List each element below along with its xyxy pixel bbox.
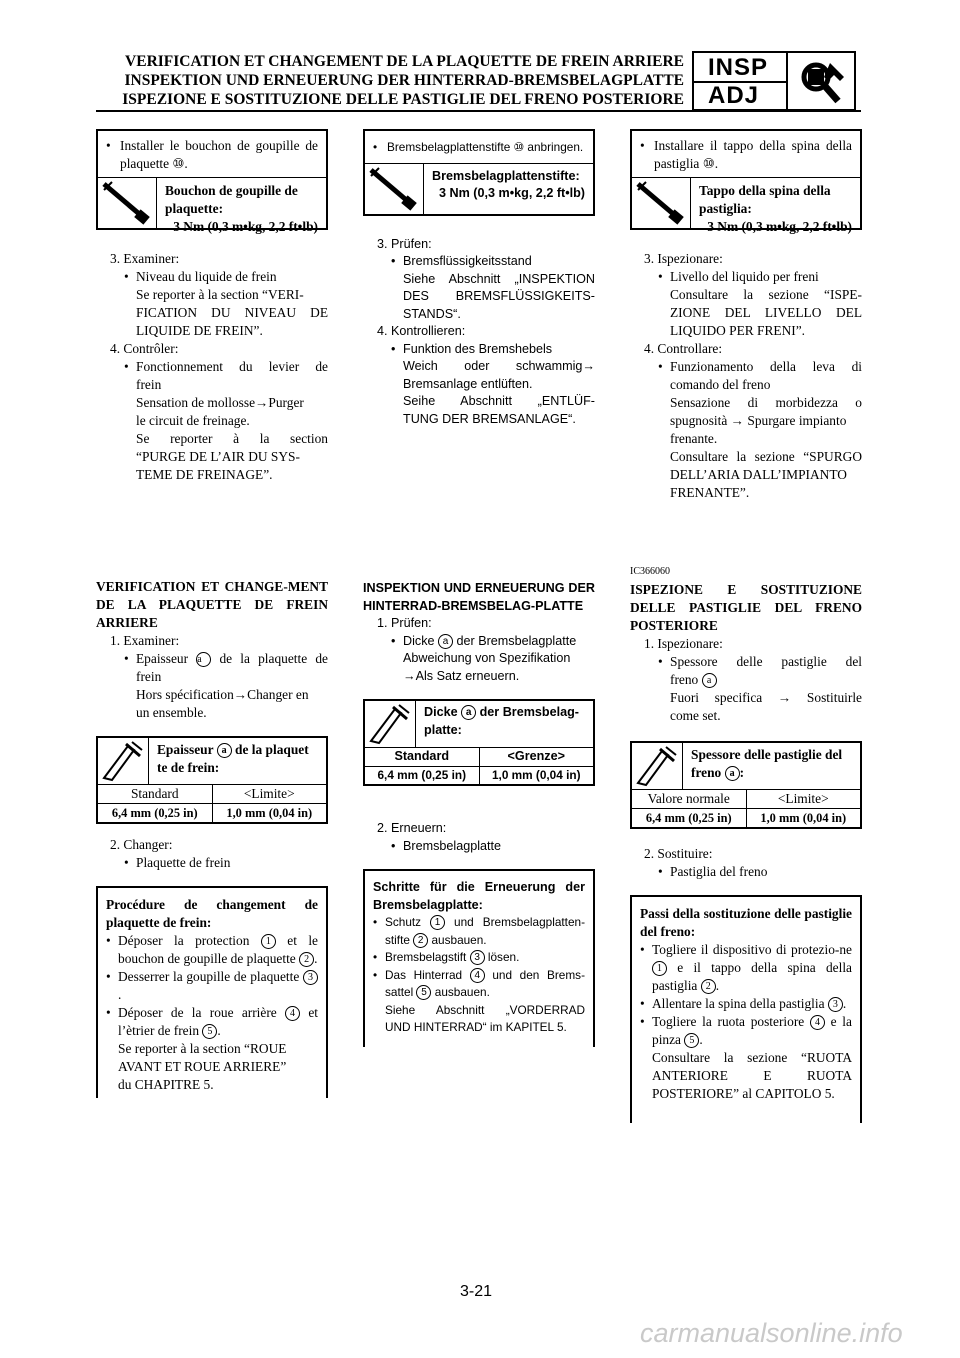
de-step-4-text-1: Weich oder schwammig→: [403, 359, 595, 373]
de-step-3-text-3: STANDS“.: [403, 306, 461, 321]
de-torque-label: Bremsbelagplattenstifte:: [432, 168, 580, 183]
it-p1: 1. Ispezionare:: [644, 636, 723, 651]
fr-step-4-text-2: le circuit de freinage.: [136, 413, 250, 428]
fr-proc-3-text-3: du CHAPITRE 5.: [118, 1077, 214, 1092]
caliper-icon: [365, 701, 416, 747]
de-install-note: • Bremsbelagplattenstifte ⑩ anbringen.: [373, 139, 585, 157]
fr-step-4-bullet-2: frein: [136, 377, 162, 392]
it-spec-label: Spessore delle pastiglie del freno: [691, 747, 843, 780]
it-step-4-text-4: Consultare la sezione “SPURGO: [670, 449, 862, 464]
it-step-4-bullet-1: • Funzionamento della leva di: [630, 358, 862, 376]
it-step-4-text-5: DELL’ARIA DALL’IMPIANTO: [670, 467, 847, 482]
it-proc-1-mid: e il tappo della spina della pastiglia: [652, 960, 852, 993]
it-p1-text-1: Fuori specifica → Sostituirle: [670, 690, 862, 705]
it-proc-3-text-3: POSTERIORE” al CAPITOLO 5.: [652, 1086, 835, 1101]
fr-p1-text-2: un ensemble.: [136, 705, 207, 720]
header-title-fr: VERIFICATION ET CHANGEMENT DE LA PLAQUETTE DE FREIN ARRIERE: [125, 53, 684, 70]
torque-wrench-icon: [98, 178, 157, 228]
fr-p2-bullet: • Plaquette de frein: [96, 854, 328, 872]
de-spec-value-limit: 1,0 mm (0,04 in): [479, 767, 594, 785]
marker-3: 3: [470, 950, 485, 965]
fr-spec-header-standard: Standard: [130, 786, 179, 801]
de-torque-value: 3 Nm (0,3 m•kg, 2,2 ft•lb): [439, 186, 585, 200]
de-p2: 2. Erneuern:: [377, 821, 447, 835]
it-step-4-text-2: spugnosità → Spurgare impianto: [670, 413, 847, 428]
it-spec-table: Spessore delle pastiglie del freno a : Valore normale <Limite> 6,4 mm (0,25 in) 1,0 mm (0,04 in): [630, 741, 862, 829]
de-torque-box: [363, 129, 595, 216]
fr-proc-1-pre: Déposer la protection: [118, 933, 250, 948]
fr-p1: 1. Examiner:: [110, 633, 180, 648]
it-p2-bullet: • Pastiglia del freno: [630, 863, 862, 881]
badge-insp: INSP: [708, 54, 769, 81]
de-proc-1-mid: und Bremsbelagplatten-stifte: [385, 915, 586, 947]
de-p1-bullet-pre: Dicke: [403, 633, 435, 648]
header-title-de: INSPEKTION UND ERNEUERUNG DER HINTERRAD-BREMSBELAGPLATTE: [124, 72, 684, 89]
watermark: carmanualsonline.info: [640, 1318, 903, 1348]
marker-4: 4: [810, 1015, 825, 1030]
it-spec-value-limit: 1,0 mm (0,04 in): [746, 809, 861, 827]
page-number: 3-21: [460, 1283, 493, 1300]
fr-proc-title: Procédure de changement de plaquette de frein:: [106, 897, 318, 930]
fr-procedure-box: Procédure de changement de plaquette de frein: • Déposer la protection 1 et le bouchon de goupille de plaquette 2 . • Desserrer la goupille de plaquette 3. • Déposer de la roue arrière 4 et l’ètrier de frein 5 . Se reporter à la section “ROUE AVANT ET ROUE ARRIERE” du CHAPITRE 5.: [96, 886, 328, 1098]
fr-step-4-text-5: TEME DE FREINAGE”.: [136, 467, 273, 482]
de-step-3-text-1: Siehe Abschnitt „INSPEKTION: [403, 271, 595, 286]
de-p1-bullet-post: der Bremsbelagplatte: [456, 633, 577, 648]
marker-4: 4: [470, 968, 485, 983]
fr-spec-table: [96, 736, 328, 824]
de-p1-text-2: →Als Satz erneuern.: [403, 668, 520, 683]
de-step-4-text-2: Bremsanlage entlüften.: [403, 376, 533, 391]
fr-proc-3-pre: Déposer de la roue arrière: [118, 1005, 277, 1020]
caliper-icon: [632, 743, 683, 789]
fr-p1-bullet-post: de la plaquette de: [219, 651, 328, 666]
de-proc-title: Schritte für die Erneuerung der Bremsbelagplatte:: [373, 880, 585, 912]
de-spec-label-post: der Bremsbelag-platte:: [424, 705, 579, 737]
it-torque-label: Tappo della spina della pastiglia:: [699, 183, 831, 216]
fr-proc-3-text-1: Se reporter à la section “ROUE: [118, 1041, 287, 1056]
it-step-3-text-3: LIQUIDO PER FRENI”.: [670, 323, 806, 338]
de-spec-header-limit: <Grenze>: [479, 748, 594, 766]
marker-2: 2: [413, 933, 428, 948]
de-proc-3-text-1: Siehe Abschnitt „VORDERRAD: [385, 1002, 585, 1017]
header-title-it: ISPEZIONE E SOSTITUZIONE DELLE PASTIGLIE DEL FRENO POSTERIORE: [122, 91, 684, 108]
insp-adj-badge: [692, 51, 856, 111]
de-proc-1-post: ausbauen.: [431, 932, 487, 947]
de-proc-2-pre: Bremsbelagstift: [385, 950, 467, 964]
it-spec-header-standard: Valore normale: [647, 791, 730, 806]
it-torque-box: [630, 129, 862, 234]
it-p1-bullet-1: • Spessore delle pastiglie del: [630, 653, 862, 671]
de-p1-text-1: Abweichung von Spezifikation: [403, 651, 571, 665]
de-step-3-bullet: • Bremsflüssigkeitsstand: [363, 253, 595, 271]
de-step-4-text-3: Seihe Abschnitt „ENTLÜF-: [403, 394, 595, 408]
it-spec-value-standard: 6,4 mm (0,25 in): [645, 811, 732, 825]
marker-2: 2: [299, 952, 314, 967]
fr-proc-2: Desserrer la goupille de plaquette: [118, 969, 300, 984]
wrench-magnifier-icon: [794, 57, 850, 107]
de-p1: 1. Prüfen:: [377, 616, 432, 630]
fr-step-3-text-2: FICATION DU NIVEAU DE: [136, 305, 328, 320]
fr-proc-3-mid: et l’ètrier de frein: [118, 1005, 318, 1038]
fr-step-3-bullet: • Niveau du liquide de frein: [96, 268, 328, 286]
it-step-3-text-1: Consultare la sezione “ISPE-: [670, 287, 862, 302]
it-proc-3-mid: e la pinza: [652, 1014, 852, 1047]
de-section-title: INSPEKTION UND ERNEUERUNG DER HINTERRAD-BREMSBELAG-PLATTE: [363, 581, 595, 613]
fr-section-title: VERIFICATION ET CHANGE-MENT DE LA PLAQUETTE DE FREIN ARRIERE: [96, 579, 328, 630]
it-section-code: IC366060: [630, 566, 670, 577]
badge-adj: ADJ: [708, 82, 760, 109]
de-spec-header-standard: Standard: [394, 749, 450, 763]
de-p2-bullet: • Bremsbelagplatte: [363, 838, 595, 856]
marker-a: a: [461, 705, 476, 720]
it-p1-bullet-2: freno: [670, 672, 699, 687]
fr-install-note: • Installer le bouchon de goupille de plaquette ⑩.: [106, 137, 318, 173]
de-step-4-text-4: TUNG DER BREMSANLAGE“.: [403, 411, 576, 426]
marker-3: 3: [828, 997, 843, 1012]
fr-step-4-text-1: Sensation de mollosse→Purger: [136, 395, 304, 410]
fr-step-3-text-3: LIQUIDE DE FREIN”.: [136, 323, 263, 338]
fr-spec-label-post: de la plaquet te de frein:: [157, 742, 309, 775]
de-step-4: 4. Kontrollieren:: [377, 324, 466, 338]
it-proc-3-pre: Togliere la ruota posteriore: [652, 1014, 805, 1029]
de-procedure-box: [363, 869, 595, 1047]
fr-p1-bullet-2: frein: [136, 669, 162, 684]
fr-p1-text-1: Hors spécification→Changer en: [136, 687, 309, 702]
it-spec-header-limit: <Limite>: [746, 790, 861, 808]
fr-torque-label: Bouchon de goupille de plaquette:: [165, 183, 298, 216]
de-proc-3-post: ausbauen.: [434, 985, 490, 999]
fr-p1-bullet-pre: Epaisseur: [136, 651, 189, 666]
marker-1: 1: [652, 961, 667, 976]
marker-a: a: [725, 766, 740, 781]
torque-wrench-icon: [632, 178, 691, 228]
it-step-4-text-1: Sensazione di morbidezza o: [670, 395, 862, 410]
de-spec-label-pre: Dicke: [424, 705, 458, 719]
de-proc-3-pre: Das Hinterrad: [385, 967, 463, 982]
it-p2: 2. Sostituire:: [644, 846, 713, 861]
fr-spec-value-standard: 6,4 mm (0,25 in): [111, 806, 198, 820]
fr-step-4-text-4: “PURGE DE L’AIR DU SYS-: [136, 449, 300, 464]
fr-step-3: 3. Examiner:: [110, 251, 180, 266]
marker-a: a: [217, 743, 232, 758]
fr-spec-value-limit: 1,0 mm (0,04 in): [212, 804, 327, 822]
de-spec-value-standard: 6,4 mm (0,25 in): [377, 767, 466, 782]
it-install-note: • Installare il tappo della spina della pastiglia ⑩.: [640, 137, 852, 173]
de-spec-table: [363, 699, 595, 786]
marker-5: 5: [202, 1024, 217, 1039]
marker-2: 2: [701, 979, 716, 994]
it-p1-text-2: come set.: [670, 708, 721, 723]
fr-proc-3-text-2: AVANT ET ROUE ARRIERE”: [118, 1059, 287, 1074]
fr-proc-1-mid: et le bouchon de goupille de plaquette: [118, 933, 318, 966]
torque-wrench-icon: [365, 164, 424, 214]
it-proc-3-text-1: Consultare la sezione “RUOTA: [652, 1050, 852, 1065]
it-step-3: 3. Ispezionare:: [644, 251, 723, 266]
fr-step-4-bullet-1: • Fonctionnement du levier de: [96, 358, 328, 376]
marker-3: 3: [303, 970, 318, 985]
caliper-icon: [98, 738, 149, 784]
de-step-3-text-2: DES BREMSFLÜSSIGKEITS-: [403, 289, 595, 303]
fr-step-3-text-1: Se reporter à la section “VERI-: [136, 287, 304, 302]
it-proc-1-pre: Togliere il dispositivo di protezio-ne: [652, 942, 852, 957]
it-torque-value: 3 Nm (0,3 m•kg, 2,2 ft•lb): [707, 219, 852, 234]
marker-1: 1: [261, 934, 276, 949]
fr-spec-label-pre: Epaisseur: [157, 742, 214, 757]
fr-torque-box: [96, 129, 328, 234]
it-proc-title: Passi della sostituzione delle pastiglie del freno:: [640, 906, 852, 939]
marker-5: 5: [416, 985, 431, 1000]
de-proc-3-mid: und den Brems-sattel: [385, 967, 585, 999]
de-proc-1-pre: Schutz: [385, 915, 422, 929]
fr-p2: 2. Changer:: [110, 837, 173, 852]
de-step-4-bullet: • Funktion des Bremshebels: [363, 341, 595, 359]
fr-spec-header-limit: <Limite>: [212, 785, 327, 803]
de-proc-2-post: lösen.: [487, 950, 520, 964]
it-step-4-text-6: FRENANTE”.: [670, 485, 750, 500]
marker-a: a: [702, 673, 717, 688]
de-proc-3-text-2: UND HINTERRAD“ im KAPITEL 5.: [385, 1020, 567, 1034]
fr-torque-value: 3 Nm (0,3 m•kg, 2,2 ft•lb): [173, 219, 318, 234]
marker-4: 4: [285, 1006, 300, 1021]
marker-a: a: [196, 652, 211, 667]
marker-5: 5: [684, 1033, 699, 1048]
it-step-3-text-2: ZIONE DEL LIVELLO DEL: [670, 305, 862, 320]
it-step-3-bullet: • Livello del liquido per freni: [630, 268, 862, 286]
it-proc-2: Allentare la spina della pastiglia: [652, 996, 825, 1011]
it-section-title: ISPEZIONE E SOSTITUZIONE DELLE PASTIGLIE DEL FRENO POSTERIORE: [630, 582, 862, 633]
it-proc-3-text-2: ANTERIORE E RUOTA: [652, 1068, 852, 1083]
marker-a: a: [438, 634, 453, 649]
it-step-4-bullet-2: comando del freno: [670, 377, 771, 392]
fr-step-4: 4. Contrôler:: [110, 341, 179, 356]
it-procedure-box: Passi della sostituzione delle pastiglie del freno: • Togliere il dispositivo di protezio-ne 1 e il tappo della spina della pastiglia 2 . • Allentare la spina della pastiglia 3 . • Togliere la ruota posteriore 4 e la pinza 5 . Consultare la sezione “RUOTA ANTERIORE E RUOTA POSTERIORE” al CAPITOLO 5.: [630, 895, 862, 1123]
marker-1: 1: [430, 915, 445, 930]
it-step-4-text-3: frenante.: [670, 431, 718, 446]
de-step-3: 3. Prüfen:: [377, 236, 432, 251]
fr-step-4-text-3: Se reporter à la section: [136, 431, 328, 446]
it-step-4: 4. Controllare:: [644, 341, 723, 356]
